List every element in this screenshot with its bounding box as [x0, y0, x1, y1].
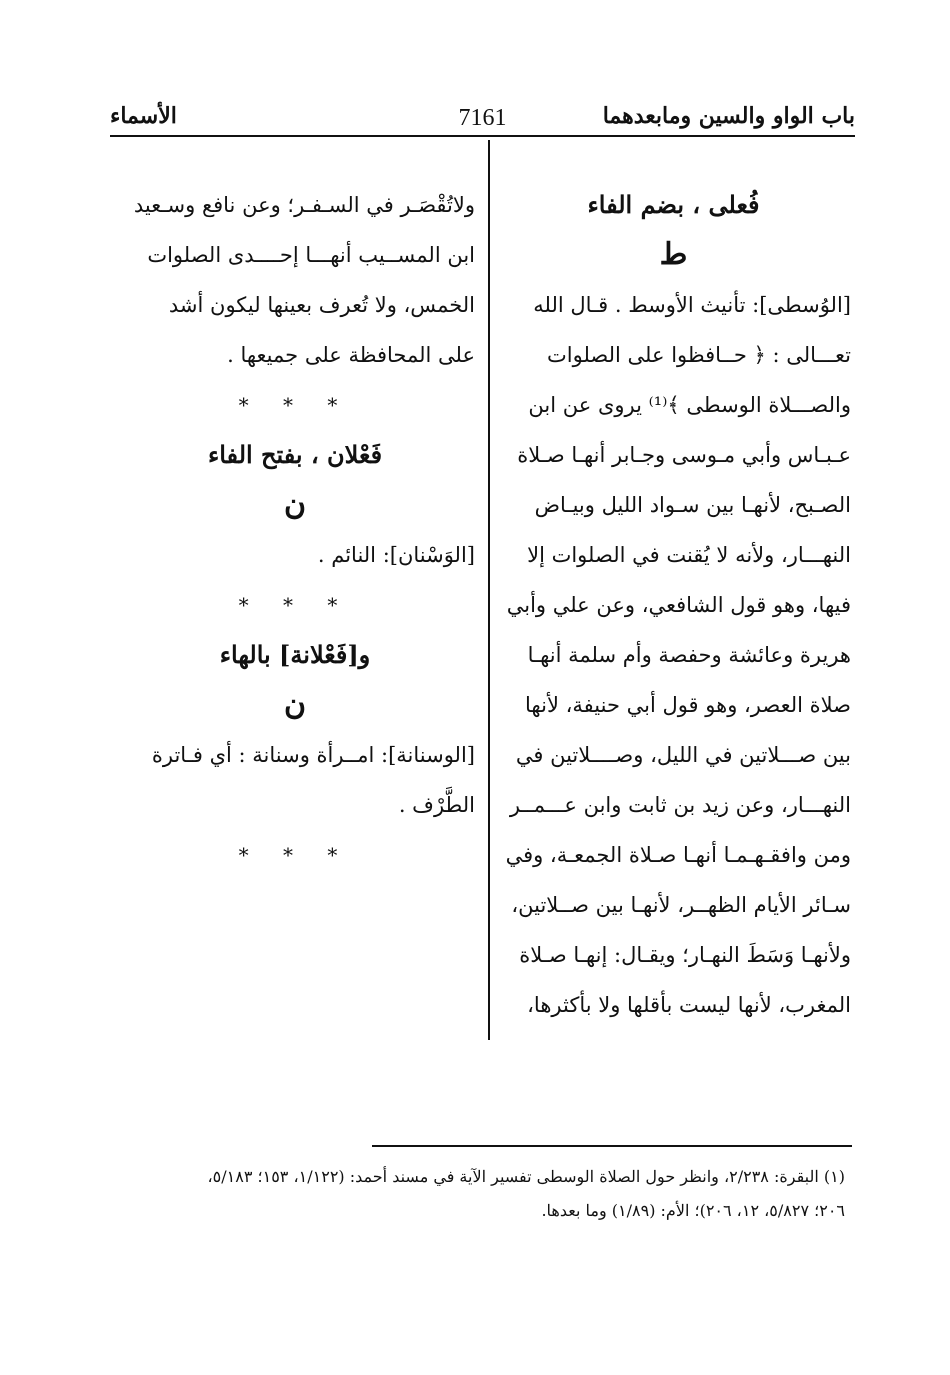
- footnote-line: (١) البقرة: ٢/٢٣٨، وانظر حول الصلاة الوسطى تفسير الآية في مسند أحمد: (١/١٢٢، ١٥٣؛ ٥/١٨٣،: [207, 1167, 845, 1186]
- text-line: بين صـــلاتين في الليل، وصــــلاتين في: [515, 743, 851, 767]
- chapter-title: باب الواو والسين ومابعدهما: [602, 103, 855, 129]
- text-line: تعـــالى : ﴿ حــافظوا على الصلوات: [547, 343, 851, 367]
- letter-marker: ط: [659, 237, 688, 272]
- letter-marker: ن: [283, 687, 307, 722]
- text-line: [الوسنانة]: امــرأة وسنانة : أي فـاترة: [151, 743, 475, 767]
- entry-heading: فَعْلان ، بفتح الفاء: [207, 440, 383, 469]
- text-line: على المحافظة على جميعها .: [227, 343, 475, 367]
- text-line: الصـبح، لأنهـا بين سـواد الليل وبيـاض: [534, 493, 851, 517]
- footnote-line: ٢٠٦؛ ٥/٨٢٧، ١٢، ٢٠٦)؛ الأم: (١/٨٩) وما بعدها.: [541, 1201, 845, 1220]
- text-line: الطَّرْف .: [398, 793, 475, 817]
- text-line: ولأنهـا وَسَطَ النهـار؛ ويقـال: إنهـا صـلاة: [519, 943, 851, 967]
- column-divider: [488, 140, 490, 1040]
- right-column: [496, 180, 851, 1030]
- text-line: والصـــلاة الوسطى ﴾⁽¹⁾ يروى عن ابن: [528, 393, 851, 417]
- text-line: النهـــار، وعن زيد بن ثابت وابن عـــمــر: [509, 793, 851, 817]
- text-line: الخمس، ولا تُعرف بعينها ليكون أشد: [168, 293, 475, 317]
- text-line: فيها، وهو قول الشافعي، وعن علي وأبي: [506, 593, 851, 617]
- footnote-rule: [372, 1145, 852, 1147]
- entry-heading: فُعلى ، بضم الفاء: [587, 190, 760, 219]
- text-line: صلاة العصر، وهو قول أبي حنيفة، لأنها: [525, 693, 851, 717]
- text-line: [الوُسطى]: تأنيث الأوسط . قـال الله: [533, 293, 851, 317]
- section-title: الأسماء: [110, 103, 177, 129]
- separator-stars: * * *: [238, 843, 352, 867]
- page-number: 7161: [458, 105, 507, 131]
- text-line: هريرة وعائشة وحفصة وأم سلمة أنهـا: [527, 643, 851, 667]
- text-line: سـائر الأيام الظهــر، لأنهـا بين صــلاتين،: [511, 893, 851, 917]
- left-column: [115, 180, 475, 880]
- footnote: [110, 1160, 845, 1228]
- letter-marker: ن: [283, 487, 307, 522]
- header-rule: [110, 135, 855, 137]
- entry-heading: و[فَعْلانة] بالهاء: [219, 640, 371, 669]
- text-line: المغرب، لأنها ليست بأقلها ولا بأكثرها،: [527, 993, 851, 1017]
- separator-stars: * * *: [238, 593, 352, 617]
- text-line: ومن وافقـهـمـا أنهـا صـلاة الجمعـة، وفي: [505, 843, 851, 867]
- text-line: [الوَسْنان]: النائم .: [317, 543, 475, 567]
- text-line: ابن المســيب أنهـــا إحــــدى الصلوات: [147, 243, 475, 267]
- text-line: عـبـاس وأبي مـوسى وجـابر أنهـا صـلاة: [517, 443, 851, 467]
- page-header: [110, 95, 855, 140]
- separator-stars: * * *: [238, 393, 352, 417]
- text-line: النهـــار، ولأنه لا يُقنت في الصلوات إلا: [527, 543, 851, 567]
- text-line: ولاتُقْصَـر في السـفـر؛ وعن نافع وسـعيد: [133, 193, 475, 217]
